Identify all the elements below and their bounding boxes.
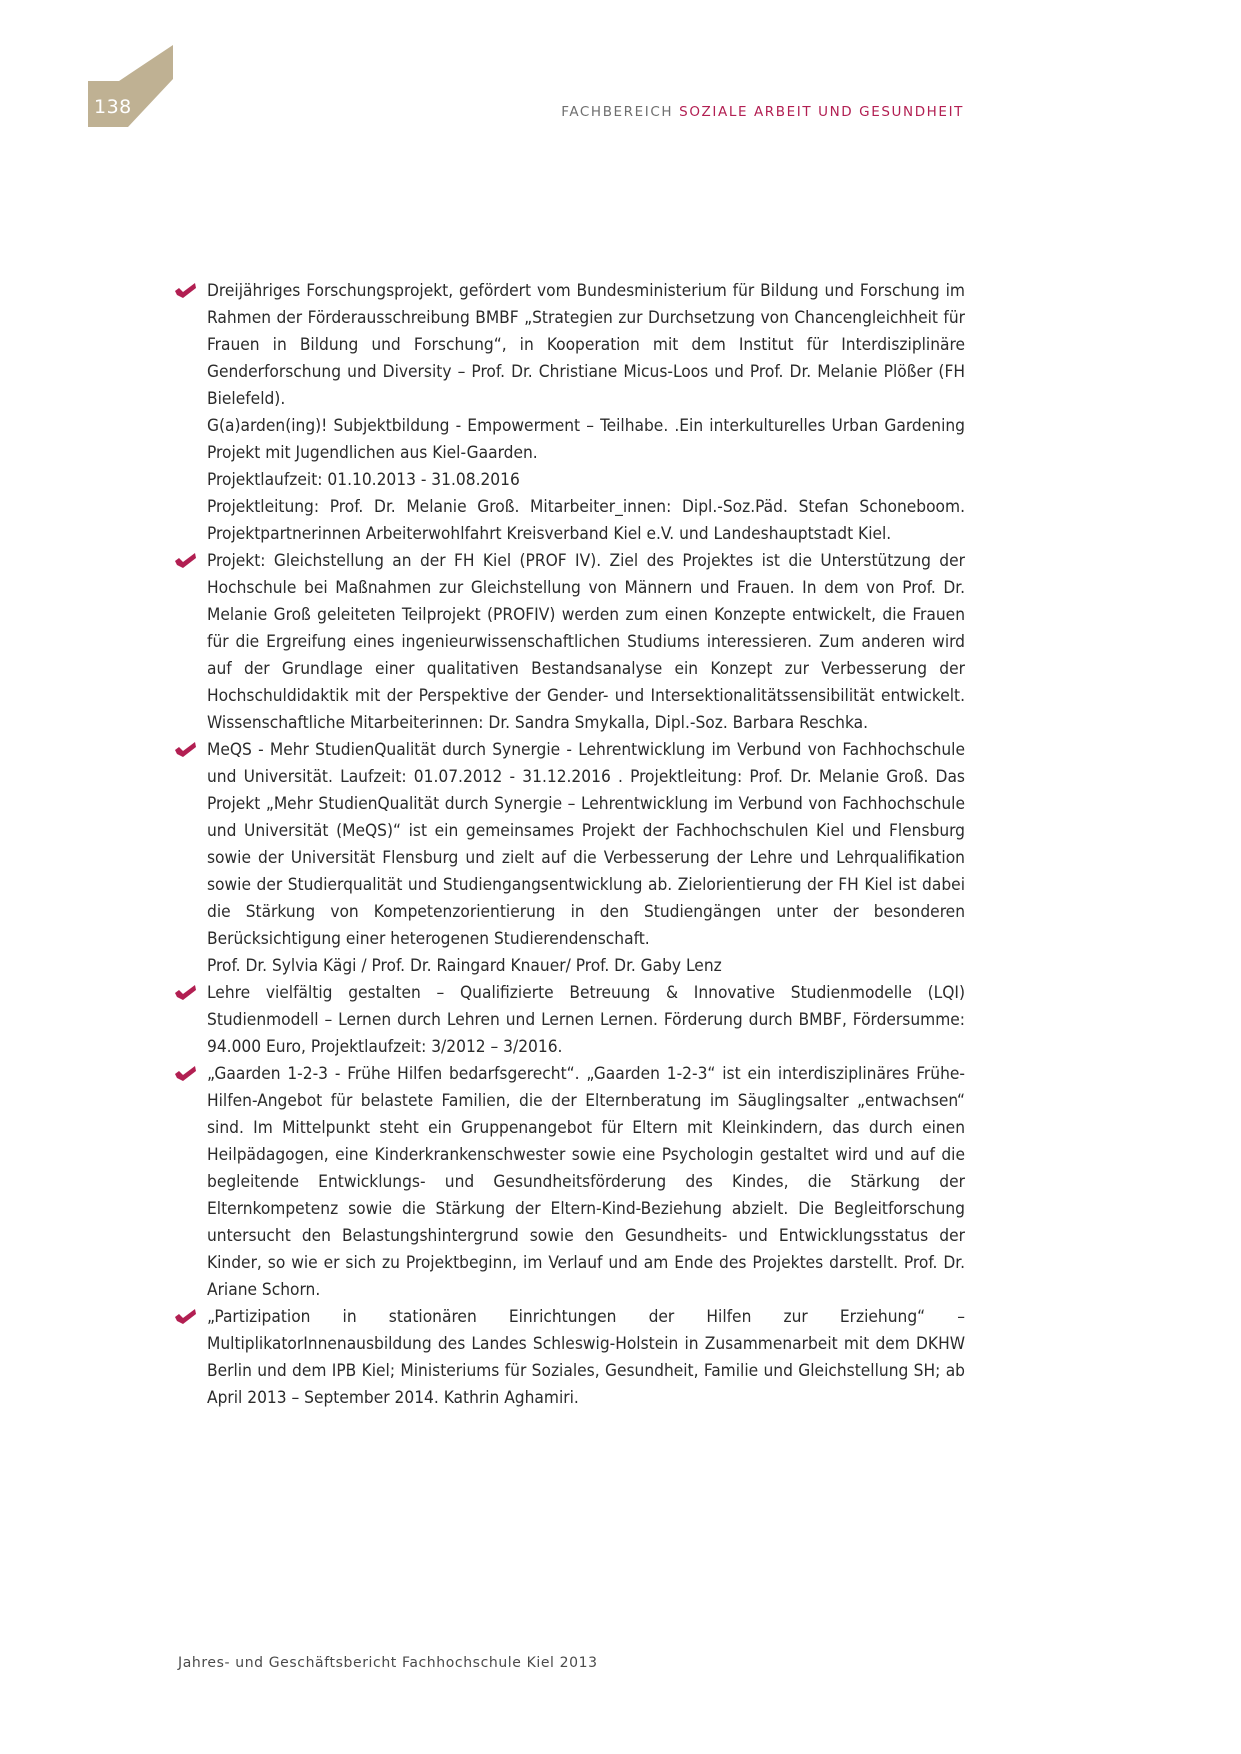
list-item: [207, 1061, 965, 1304]
list-item: [207, 278, 965, 548]
checkmark-icon: [175, 1065, 197, 1082]
page-footer: Jahres- und Geschäftsbericht Fachhochschule Kiel 2013: [178, 1655, 598, 1671]
project-list: [207, 278, 965, 1412]
item-paragraph: Projektleitung: Prof. Dr. Melanie Groß. Mitarbeiter_innen: Dipl.-Soz.Päd. Stefan Schoneboom. Projektpartnerinnen Arbeiterwohlfahrt Kreisverband Kiel e.V. und Landeshauptstadt Kiel.: [207, 497, 965, 544]
item-paragraph: Prof. Dr. Sylvia Kägi / Prof. Dr. Raingard Knauer/ Prof. Dr. Gaby Lenz: [207, 956, 722, 976]
header-department: FACHBEREICH: [561, 104, 674, 120]
checkmark-icon: [175, 741, 197, 758]
list-item: [207, 1304, 965, 1412]
item-paragraph: „Partizipation in stationären Einrichtungen der Hilfen zur Erziehung“ – MultiplikatorInnenausbildung des Landes Schleswig-Holstein in Zusammenarbeit mit dem DKHW Berlin und dem IPB Kiel; Ministeriums für Soziales, Gesundheit, Familie und Gleichstellung SH; ab April 2013 – September 2014. Kathrin Aghamiri.: [207, 1307, 965, 1408]
checkmark-icon: [175, 1308, 197, 1325]
page-number: 138: [94, 96, 132, 118]
item-paragraph: MeQS - Mehr StudienQualität durch Synergie - Lehrentwicklung im Verbund von Fachhochschule und Universität. Laufzeit: 01.07.2012 - 31.12.2016 . Projektleitung: Prof. Dr. Melanie Groß. Das Projekt „Mehr StudienQualität durch Synergie – Lehrentwicklung im Verbund von Fachhochschule und Universität (MeQS)“ ist ein gemeinsames Projekt der Fachhochschulen Kiel und Flensburg sowie der Universität Flensburg und zielt auf die Verbesserung der Lehre und Lehrqualifikation sowie der Studierqualität und Studiengangsentwicklung ab. Zielorientierung der FH Kiel ist dabei die Stärkung von Kompetenzorientierung in den Studiengängen unter der besonderen Berücksichtigung einer heterogenen Studierendenschaft.: [207, 740, 965, 949]
checkmark-icon: [175, 282, 197, 299]
item-paragraph: Lehre vielfältig gestalten – Qualifizierte Betreuung & Innovative Studienmodelle (LQI) Studienmodell – Lernen durch Lehren und Lernen Lernen. Förderung durch BMBF, Fördersumme: 94.000 Euro, Projektlaufzeit: 3/2012 – 3/2016.: [207, 983, 965, 1057]
item-paragraph: Projektlaufzeit: 01.10.2013 - 31.08.2016: [207, 470, 520, 490]
list-item: [207, 548, 965, 737]
list-item: [207, 737, 965, 980]
header-subject: SOZIALE ARBEIT UND GESUNDHEIT: [679, 104, 964, 120]
item-paragraph: Projekt: Gleichstellung an der FH Kiel (PROF IV). Ziel des Projektes ist die Unterstützung der Hochschule bei Maßnahmen zur Gleichstellung von Männern und Frauen. In dem von Prof. Dr. Melanie Groß geleiteten Teilprojekt (PROFIV) werden zum einen Konzepte entwickelt, die Frauen für die Ergreifung eines ingenieurwissenschaftlichen Studiums interessieren. Zum anderen wird auf der Grundlage einer qualitativen Bestandsanalyse ein Konzept zur Verbesserung der Hochschuldidaktik mit der Perspektive der Gender- und Intersektionalitätssensibilität entwickelt. Wissenschaftliche Mitarbeiterinnen: Dr. Sandra Smykalla, Dipl.-Soz. Barbara Reschka.: [207, 551, 965, 733]
checkmark-icon: [175, 552, 197, 569]
item-paragraph: „Gaarden 1-2-3 - Frühe Hilfen bedarfsgerecht“. „Gaarden 1-2-3“ ist ein interdisziplinäres Frühe-Hilfen-Angebot für belastete Familien, die der Elternberatung im Säuglingsalter „entwachsen“ sind. Im Mittelpunkt steht ein Gruppenangebot für Eltern mit Kleinkindern, das durch einen Heilpädagogen, eine Kinderkrankenschwester sowie eine Psychologin gestaltet wird und auf die begleitende Entwicklungs- und Gesundheitsförderung des Kindes, die Stärkung der Elternkompetenz sowie die Stärkung der Eltern-Kind-Beziehung abzielt. Die Begleitforschung untersucht den Belastungshintergrund sowie den Gesundheits- und Entwicklungsstatus der Kinder, so wie er sich zu Projektbeginn, im Verlauf und am Ende des Projektes darstellt. Prof. Dr. Ariane Schorn.: [207, 1064, 965, 1300]
checkmark-icon: [175, 984, 197, 1001]
list-item: [207, 980, 965, 1061]
item-paragraph: G(a)arden(ing)! Subjektbildung - Empowerment – Teilhabe. .Ein interkulturelles Urban Gardening Projekt mit Jugendlichen aus Kiel-Gaarden.: [207, 416, 965, 463]
running-header: [561, 104, 964, 120]
item-paragraph: Dreijähriges Forschungsprojekt, gefördert vom Bundesministerium für Bildung und Forschung im Rahmen der Förderausschreibung BMBF „Strategien zur Durchsetzung von Chancengleichheit für Frauen in Bildung und Forschung“, in Kooperation mit dem Institut für Interdisziplinäre Genderforschung und Diversity – Prof. Dr. Christiane Micus-Loos und Prof. Dr. Melanie Plößer (FH Bielefeld).: [207, 281, 965, 409]
